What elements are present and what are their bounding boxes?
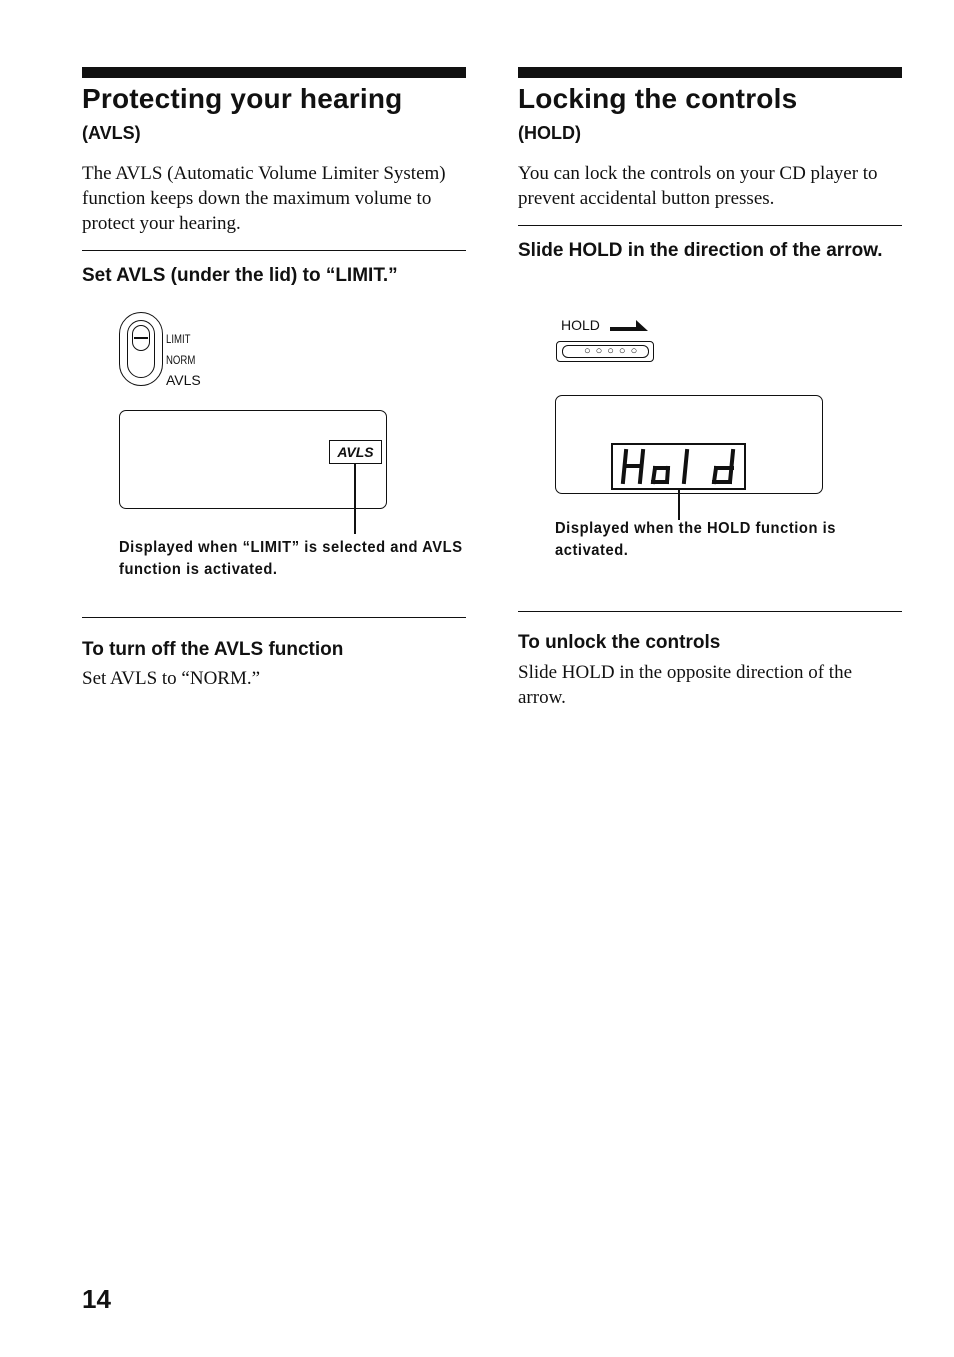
avls-callout-line [354,464,356,534]
avls-switch-name: AVLS [166,372,201,388]
hold-lcd-text [617,447,741,486]
page-number: 14 [82,1284,111,1314]
avls-step: Set AVLS (under the lid) to “LIMIT.” [82,265,398,286]
section-top-rule [82,67,466,78]
divider [518,225,902,226]
avls-switch-knob [132,325,150,351]
divider [82,250,466,251]
avls-intro: The AVLS (Automatic Volume Limiter System) function keeps down the maximum volume to protect your hearing. [82,163,446,234]
hold-switch-body: ○○○○○ [556,341,654,362]
hold-unlock-text: Slide HOLD in the opposite direction of the arrow. [518,662,853,708]
avls-indicator [329,440,382,464]
avls-indicator-text: AVLS [337,444,374,460]
divider [518,611,902,612]
hold-step: Slide HOLD in the direction of the arrow. [518,240,883,261]
avls-caption: Displayed when “LIMIT” is selected and AVLS function is activated. [119,539,463,578]
hold-switch-label: HOLD [561,317,600,333]
hold-unlock-heading: To unlock the controls [518,632,721,653]
norm-label: NORM [166,353,196,367]
divider [82,617,466,618]
hold-section [518,67,902,708]
hold-switch-illustration [556,317,696,367]
avls-title: Protecting your hearing [82,83,403,114]
avls-off-heading: To turn off the AVLS function [82,639,344,660]
hold-callout-line [678,490,680,520]
hold-caption: Displayed when the HOLD function is activated. [555,520,837,559]
limit-label: LIMIT [166,332,191,346]
avls-off-text: Set AVLS to “NORM.” [82,668,261,689]
hold-title: Locking the controls [518,83,798,114]
hold-intro: You can lock the controls on your CD player to prevent accidental button presses. [518,163,878,209]
avls-subtitle: (AVLS) [82,123,141,143]
arrow-right-icon [610,318,650,332]
hold-lcd-frame [611,443,746,490]
avls-switch-illustration [119,312,259,392]
hold-subtitle: (HOLD) [518,123,581,143]
avls-section [82,67,466,689]
section-top-rule [518,67,902,78]
